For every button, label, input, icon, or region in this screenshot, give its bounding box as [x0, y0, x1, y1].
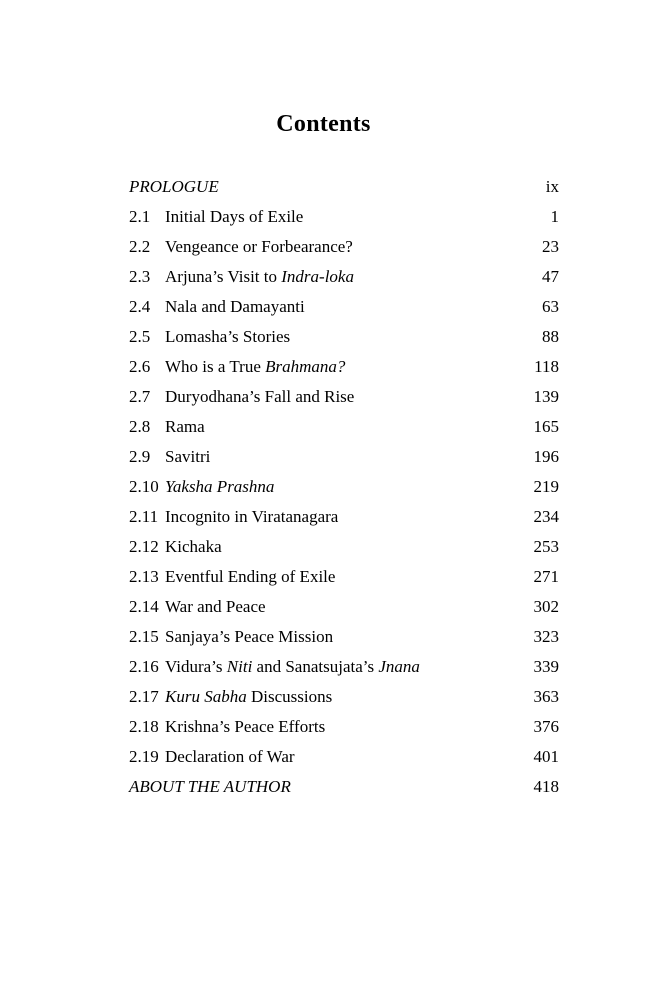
toc-entry[interactable] — [129, 472, 559, 502]
page-title: Contents — [276, 111, 371, 137]
toc-list — [129, 172, 559, 802]
toc-entry-title: Incognito in Viratanagara — [165, 507, 339, 526]
toc-entry-number: 2.7 — [129, 387, 151, 406]
toc-leader-dots — [349, 355, 534, 372]
toc-entry-title: Rama — [165, 417, 205, 436]
toc-leader-dots — [338, 505, 533, 522]
toc-entry[interactable] — [129, 562, 559, 592]
toc-entry[interactable] — [129, 202, 559, 232]
toc-leader-dots — [354, 265, 542, 282]
toc-entry-page-number: 376 — [533, 717, 559, 736]
toc-entry[interactable] — [129, 292, 559, 322]
toc-entry-page-number: 47 — [542, 267, 559, 286]
toc-entry-number: 2.10 — [129, 477, 159, 496]
toc-entry-number: 2.15 — [129, 627, 159, 646]
toc-entry-title: Krishna’s Peace Efforts — [165, 717, 326, 736]
toc-entry-title: Lomasha’s Stories — [165, 327, 291, 346]
toc-entry-number: 2.2 — [129, 237, 151, 256]
toc-leader-dots — [295, 745, 534, 762]
toc-entry-number: 2.18 — [129, 717, 159, 736]
toc-entry-number: 2.11 — [129, 507, 159, 526]
toc-entry-title: PROLOGUE — [129, 177, 219, 196]
toc-entry-title: Initial Days of Exile — [165, 207, 304, 226]
toc-entry-number: 2.13 — [129, 567, 159, 586]
toc-leader-dots — [336, 685, 533, 702]
toc-entry-number: 2.5 — [129, 327, 151, 346]
toc-entry-title: Vengeance or Forbearance? — [165, 237, 353, 256]
toc-entry[interactable] — [129, 322, 559, 352]
toc-entry-number: 2.16 — [129, 657, 159, 676]
toc-entry[interactable] — [129, 232, 559, 262]
toc-entry-title: Yaksha Prashna — [165, 477, 275, 496]
toc-entry-title: Sanjaya’s Peace Mission — [165, 627, 334, 646]
toc-leader-dots — [278, 475, 533, 492]
toc-entry-page-number: 302 — [533, 597, 559, 616]
toc-leader-dots — [266, 595, 534, 612]
toc-leader-dots — [358, 385, 533, 402]
toc-entry-title: Savitri — [165, 447, 211, 466]
toc-entry-number: 2.14 — [129, 597, 159, 616]
toc-entry-number: 2.9 — [129, 447, 151, 466]
toc-leader-dots — [309, 295, 542, 312]
toc-entry-number: 2.17 — [129, 687, 159, 706]
toc-entry-title: Arjuna’s Visit to Indra-loka — [165, 267, 354, 286]
toc-leader-dots — [339, 565, 533, 582]
toc-entry-number: 2.3 — [129, 267, 151, 286]
toc-entry-page-number: 323 — [533, 627, 559, 646]
toc-entry-number: 2.1 — [129, 207, 151, 226]
toc-entry-title: ABOUT THE AUTHOR — [129, 777, 291, 796]
toc-leader-dots — [325, 715, 533, 732]
toc-entry-page-number: 253 — [533, 537, 559, 556]
toc-leader-dots — [424, 655, 534, 672]
toc-entry-number: 2.6 — [129, 357, 151, 376]
toc-leader-dots — [303, 205, 550, 222]
toc-entry-number: 2.4 — [129, 297, 151, 316]
toc-entry-page-number: 196 — [533, 447, 559, 466]
toc-leader-dots — [209, 415, 534, 432]
toc-entry[interactable] — [129, 382, 559, 412]
toc-entry[interactable] — [129, 712, 559, 742]
toc-entry-page-number: 418 — [533, 777, 559, 796]
toc-entry[interactable] — [129, 622, 559, 652]
toc-entry-number: 2.19 — [129, 747, 159, 766]
toc-entry[interactable] — [129, 352, 559, 382]
toc-entry-page-number: 63 — [542, 297, 559, 316]
toc-entry-title: Eventful Ending of Exile — [165, 567, 336, 586]
toc-leader-dots — [292, 775, 534, 792]
toc-leader-dots — [220, 175, 546, 192]
toc-entry-page-number: 234 — [533, 507, 559, 526]
toc-entry-page-number: 339 — [533, 657, 559, 676]
toc-entry-page-number: 118 — [534, 357, 559, 376]
toc-entry-number: 2.12 — [129, 537, 159, 556]
toc-leader-dots — [353, 235, 542, 252]
toc-entry[interactable] — [129, 652, 559, 682]
toc-entry-page-number: 219 — [533, 477, 559, 496]
toc-entry-page-number: 23 — [542, 237, 559, 256]
toc-entry-page-number: 363 — [533, 687, 559, 706]
toc-entry[interactable] — [129, 442, 559, 472]
toc-entry-page-number: 271 — [533, 567, 559, 586]
toc-entry-title: Vidura’s Niti and Sanatsujata’s Jnana — [165, 657, 420, 676]
toc-entry-page-number: 165 — [533, 417, 559, 436]
toc-entry-page-number: 1 — [550, 207, 559, 226]
toc-entry-page-number: 401 — [533, 747, 559, 766]
toc-entry-title: Kichaka — [165, 537, 222, 556]
toc-entry-page-number: 139 — [533, 387, 559, 406]
toc-entry[interactable] — [129, 772, 559, 802]
toc-entry[interactable] — [129, 592, 559, 622]
toc-entry-title: Declaration of War — [165, 747, 295, 766]
toc-entry-title: War and Peace — [165, 597, 266, 616]
toc-entry[interactable] — [129, 502, 559, 532]
toc-leader-dots — [222, 535, 534, 552]
toc-entry[interactable] — [129, 172, 559, 202]
toc-entry-page-number: 88 — [542, 327, 559, 346]
toc-entry-title: Nala and Damayanti — [165, 297, 305, 316]
toc-entry-page-number: ix — [545, 177, 559, 196]
toc-leader-dots — [210, 445, 533, 462]
toc-entry[interactable] — [129, 262, 559, 292]
toc-entry[interactable] — [129, 532, 559, 562]
toc-entry-title: Duryodhana’s Fall and Rise — [165, 387, 355, 406]
toc-entry[interactable] — [129, 412, 559, 442]
toc-entry[interactable] — [129, 742, 559, 772]
toc-entry-number: 2.8 — [129, 417, 151, 436]
toc-entry-title: Who is a True Brahmana? — [165, 357, 346, 376]
toc-leader-dots — [337, 625, 533, 642]
toc-entry[interactable] — [129, 682, 559, 712]
toc-entry-title: Kuru Sabha Discussions — [165, 687, 333, 706]
toc-leader-dots — [294, 325, 542, 342]
